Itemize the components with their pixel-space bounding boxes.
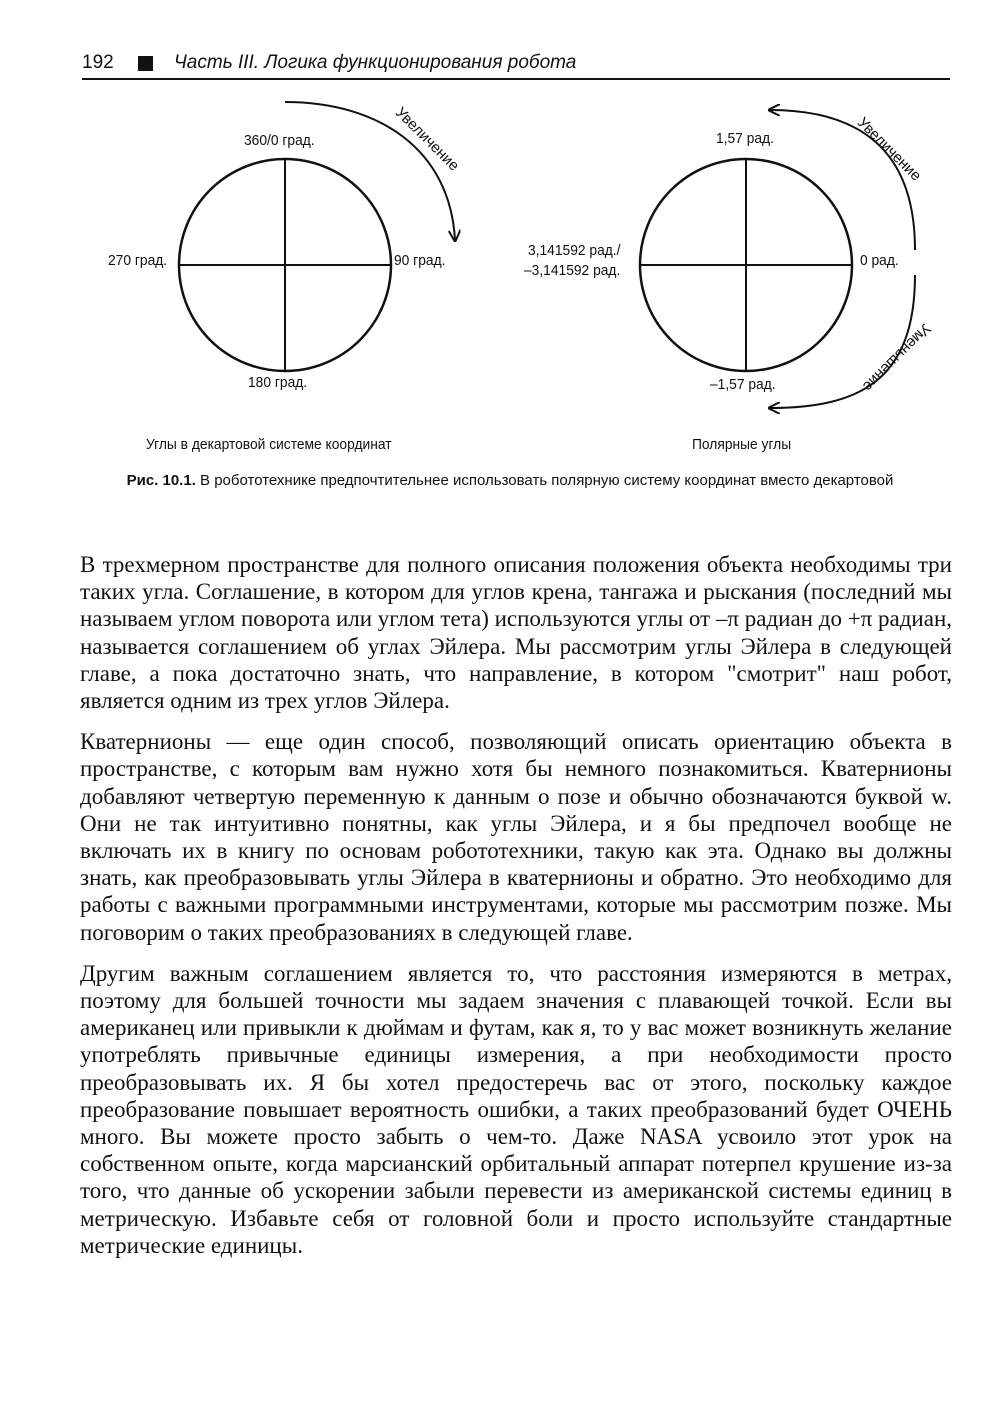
label-180-deg: 180 град. <box>248 374 308 391</box>
figure-caption <box>120 472 900 490</box>
page-header <box>82 52 950 80</box>
label-cartesian-increase: Увеличение <box>391 104 463 175</box>
paragraph: В трехмерном пространстве для полного описания положения объекта необходимы три таких угла. Соглашение, в котором для углов крена, тангажа и рыскания (последний мы называем углом поворота или углом тета) используются углы от –π радиан до +π радиан, называется соглашением об углах Эйлера. Мы рассмотрим углы Эйлера в следующей главе, а пока достаточно знать, что направление, в котором "смотрит" наш робот, является одним из трех углов Эйлера. <box>80 552 953 714</box>
cartesian-circle <box>179 159 391 371</box>
angle-diagrams <box>0 90 1000 460</box>
paragraph: Другим важным соглашением является то, что расстояния измеряются в метрах, поэтому для большей точности мы задаем значения с плавающей точкой. Если вы американец или привыкли к дюймам и футам, как я, то у вас может возникнуть желание употреблять привычные единицы измерения, а при необходимости просто преобразовывать их. Я бы хотел предостеречь вас от этого, поскольку каждое преобразование повышает вероятность ошибки, а таких преобразований будет ОЧЕНЬ много. Вы можете просто забыть о чем-то. Даже NASA усвоило этот урок на собственном опыте, когда марсианский орбитальный аппарат потерпел крушение из-за того, что данные об ускорении забыли перевести из американской системы единиц в метрическую. Избавьте себя от головной боли и просто используйте стандартные метрические единицы. <box>80 960 952 1258</box>
page-number: 192 <box>82 52 114 73</box>
caption-cartesian: Углы в декартовой системе координат <box>146 436 392 453</box>
label-1-57-rad: 1,57 рад. <box>716 130 774 147</box>
label-minus-pi-rad: –3,141592 рад. <box>524 262 621 279</box>
label-polar-increase: Увеличение <box>853 114 925 185</box>
label-360-deg: 360/0 град. <box>244 132 315 149</box>
figure-caption-text: В робототехнике предпочтительнее использовать полярную систему координат вместо декартовой <box>200 472 894 489</box>
label-minus-1-57-rad: –1,57 рад. <box>710 376 776 393</box>
header-square-marker <box>138 56 153 71</box>
label-0-rad: 0 рад. <box>860 252 899 269</box>
running-title: Часть III. Логика функционирования робота <box>174 52 577 73</box>
polar-decrease-arrow <box>770 275 915 408</box>
label-270-deg: 270 град. <box>108 252 168 269</box>
label-pi-rad: 3,141592 рад./ <box>528 242 621 259</box>
cartesian-increase-arrow <box>285 102 455 240</box>
figure-10-1 <box>0 90 1000 460</box>
figure-caption-number: Рис. 10.1. <box>126 472 196 489</box>
label-90-deg: 90 град. <box>394 252 446 269</box>
paragraph: Кватернионы — еще один способ, позволяющий описать ориентацию объекта в пространстве, с которым вам нужно хотя бы немного познакомиться. Кватернионы добавляют четвертую переменную к данным о позе и обычно обозначаются буквой w. Они не так интуитивно понятны, как углы Эйлера, и я бы предпочел вообще не включать их в книгу по основам робототехники, такую как эта. Однако вы должны знать, как преобразовывать углы Эйлера в кватернионы и обратно. Это необходимо для работы с важными программными инструментами, которые мы рассмотрим позже. Мы поговорим о таких преобразованиях в следующей главе. <box>80 729 952 945</box>
polar-increase-arrow <box>770 110 915 250</box>
body-text <box>80 551 952 1273</box>
label-polar-decrease: Уменьшение <box>859 319 934 395</box>
caption-polar: Полярные углы <box>692 436 792 453</box>
polar-circle <box>640 159 852 371</box>
